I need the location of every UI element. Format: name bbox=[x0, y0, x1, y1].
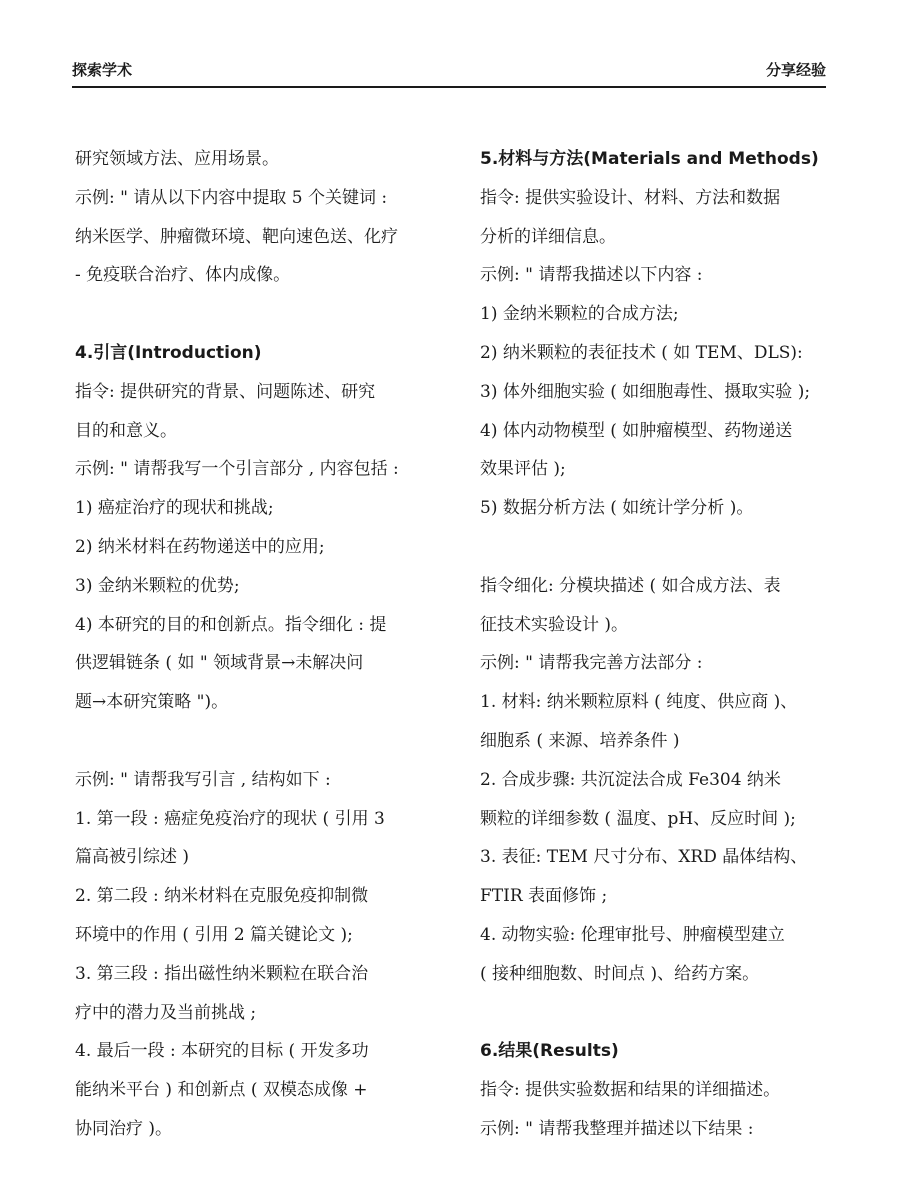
text-line: 篇高被引综述 ) bbox=[75, 847, 190, 868]
text-line: 环境中的作用 ( 引用 2 篇关键论文 ); bbox=[75, 924, 353, 945]
text-line: 1. 第一段 : 癌症免疫治疗的现状 ( 引用 3 bbox=[75, 808, 385, 829]
header-left-title: 探索学术 bbox=[72, 61, 133, 79]
text-line: 1) 癌症治疗的现状和挑战; bbox=[75, 498, 274, 519]
section-heading-materials-methods: 5.材料与方法(Materials and Methods) bbox=[480, 149, 819, 169]
text-line: 细胞系 ( 来源、培养条件 ) bbox=[480, 730, 680, 751]
text-line: 4. 最后一段 : 本研究的目标 ( 开发多功 bbox=[75, 1041, 369, 1062]
text-line: 协同治疗 )。 bbox=[75, 1118, 173, 1139]
section-heading-introduction: 4.引言(Introduction) bbox=[75, 342, 262, 363]
text-line: 颗粒的详细参数 ( 温度、pH、反应时间 ); bbox=[480, 808, 796, 829]
text-line: - 免疫联合治疗、体内成像。 bbox=[75, 265, 291, 286]
text-line: 1. 材料: 纳米颗粒原料 ( 纯度、供应商 )、 bbox=[480, 692, 798, 713]
text-line: 示例: " 请帮我描述以下内容 : bbox=[480, 265, 703, 286]
text-line: 3) 金纳米颗粒的优势; bbox=[75, 575, 240, 596]
text-line: 2. 合成步骤: 共沉淀法合成 Fe304 纳米 bbox=[480, 769, 781, 790]
text-line: 供逻辑链条 ( 如 " 领域背景→未解决问 bbox=[75, 653, 364, 674]
text-line: 2) 纳米材料在药物递送中的应用; bbox=[75, 536, 325, 557]
text-line: 指令: 提供研究的背景、问题陈述、研究 bbox=[75, 381, 376, 402]
page-header bbox=[72, 56, 826, 88]
text-line: 示例: " 请从以下内容中提取 5 个关键词 : bbox=[75, 187, 388, 208]
text-line: 指令: 提供实验设计、材料、方法和数据 bbox=[480, 187, 781, 208]
text-line: 2) 纳米颗粒的表征技术 ( 如 TEM、DLS): bbox=[480, 342, 803, 363]
text-line: 4) 体内动物模型 ( 如肿瘤模型、药物递送 bbox=[480, 420, 793, 441]
text-line: 1) 金纳米颗粒的合成方法; bbox=[480, 304, 679, 325]
text-line: 目的和意义。 bbox=[75, 420, 177, 441]
text-line: 纳米医学、肿瘤微环境、靶向速色送、化疗 bbox=[75, 226, 398, 247]
header-right-title: 分享经验 bbox=[765, 61, 826, 79]
text-line: 4) 本研究的目的和创新点。指令细化 : 提 bbox=[75, 614, 387, 635]
text-line: 3. 第三段 : 指出磁性纳米颗粒在联合治 bbox=[75, 963, 369, 984]
text-line: 示例: " 请帮我写引言 , 结构如下 : bbox=[75, 769, 331, 790]
text-line: 疗中的潜力及当前挑战 ; bbox=[75, 1002, 257, 1023]
text-line: 指令细化: 分模块描述 ( 如合成方法、表 bbox=[480, 575, 781, 596]
text-line: 示例: " 请帮我写一个引言部分 , 内容包括 : bbox=[75, 459, 399, 480]
text-line: 指令: 提供实验数据和结果的详细描述。 bbox=[480, 1080, 781, 1101]
left-column bbox=[75, 140, 421, 1149]
text-line: 2. 第二段 : 纳米材料在克服免疫抑制微 bbox=[75, 886, 369, 907]
text-line: 3) 体外细胞实验 ( 如细胞毒性、摄取实验 ); bbox=[480, 381, 811, 402]
text-line: 能纳米平台 ) 和创新点 ( 双模态成像 + bbox=[75, 1080, 368, 1101]
text-line: 征技术实验设计 )。 bbox=[480, 614, 629, 635]
text-line: FTIR 表面修饰 ; bbox=[480, 886, 608, 907]
text-line: 5) 数据分析方法 ( 如统计学分析 )。 bbox=[480, 498, 754, 519]
text-line: 研究领域方法、应用场景。 bbox=[75, 149, 279, 169]
text-line: 4. 动物实验: 伦理审批号、肿瘤模型建立 bbox=[480, 924, 785, 945]
section-heading-results: 6.结果(Results) bbox=[480, 1041, 619, 1062]
text-line: ( 接种细胞数、时间点 )、给药方案。 bbox=[480, 963, 760, 984]
text-line: 效果评估 ); bbox=[480, 459, 566, 480]
text-line: 题→本研究策略 ")。 bbox=[75, 692, 229, 713]
right-column bbox=[480, 140, 826, 1149]
text-line: 3. 表征: TEM 尺寸分布、XRD 晶体结构、 bbox=[480, 847, 808, 868]
text-line: 分析的详细信息。 bbox=[480, 226, 616, 247]
text-line: 示例: " 请帮我整理并描述以下结果 : bbox=[480, 1118, 754, 1139]
text-line: 示例: " 请帮我完善方法部分 : bbox=[480, 653, 703, 674]
